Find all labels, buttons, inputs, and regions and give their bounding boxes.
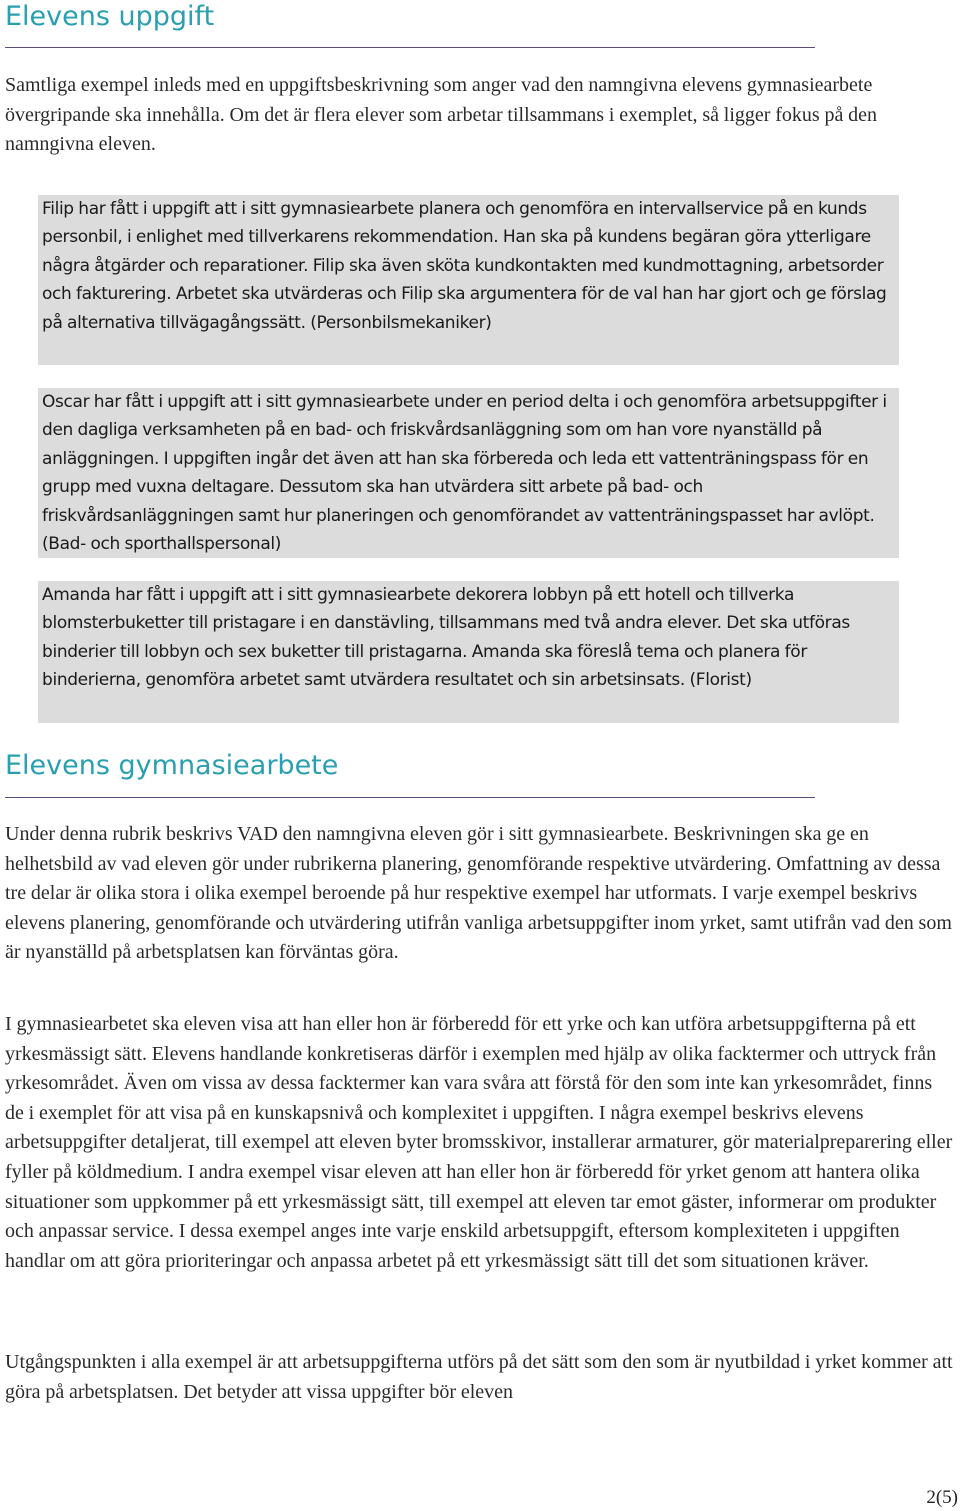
section-heading-elevens-gymnasiearbete: Elevens gymnasiearbete [5,750,339,781]
example-box-amanda: Amanda har fått i uppgift att i sitt gymnasiearbete dekorera lobbyn på ett hotell och tillverka blomsterbuketter till pristagare i en danstävling, tillsammans med två andra elever. Det ska utföras binderier till lobbyn och sex buketter till pristagarna. Amanda ska föreslå tema och planera för binderierna, genomföra arbetet samt utvärdera resultatet och sin arbetsinsats. (Florist) [38,581,899,723]
intro-paragraph: Samtliga exempel inleds med en uppgiftsbeskrivning som anger vad den namngivna elevens gymnasiearbete övergripande ska innehålla. Om det är flera elever som arbetar tillsammans i exemplet, så ligger fokus på den namngivna eleven. [5,74,878,156]
heading-divider [5,797,815,798]
body-paragraph-2: I gymnasiearbetet ska eleven visa att han eller hon är förberedd för ett yrke och kan utföra arbetsuppgifterna på ett yrkesmässigt sätt. Elevens handlande konkretiseras därför i exemplen med hjälp av olika facktermer och uttryck från yrkesområdet. Även om vissa av dessa facktermer kan vara svåra att förstå för den som inte kan yrkesområdet, finns de i exemplet för att visa på en kunskapsnivå och komplexitet i uppgiften. I några exempel beskrivs elevens arbetsuppgifter detaljerat, till exempel att eleven byter bromsskivor, installerar armaturer, gör materialpreparering eller fyller på köldmedium. I andra exempel visar eleven att han eller hon är förberedd för yrket genom att hantera olika situationer som uppkommer på ett yrkesmässigt sätt, till exempel att eleven tar emot gäster, informerar om produkter och anpassar service. I dessa exempel anges inte varje enskild arbetsuppgift, eftersom komplexiteten i uppgiften handlar om att göra prioriteringar och anpassa arbetet på ett yrkesmässigt sätt till det som situationen kräver. [5,1013,953,1272]
heading-divider [5,47,815,48]
example-box-filip: Filip har fått i uppgift att i sitt gymnasiearbete planera och genomföra en intervallservice på en kunds personbil, i enlighet med tillverkarens rekommendation. Han ska på kundens begäran göra ytterligare några åtgärder och reparationer. Filip ska även sköta kundkontakten med kundmottagning, arbetsorder och fakturering. Arbetet ska utvärderas och Filip ska argumentera för de val han har gjort och ge förslag på alternativa tillvägagångssätt. (Personbilsmekaniker) [38,195,899,365]
page-number: 2(5) [926,1487,958,1508]
body-paragraph-3: Utgångspunkten i alla exempel är att arbetsuppgifterna utförs på det sätt som den som är nyutbildad i yrket kommer att göra på arbetsplatsen. Det betyder att vissa uppgifter bör eleven [5,1351,953,1403]
section-heading-elevens-uppgift: Elevens uppgift [5,1,215,32]
example-box-oscar: Oscar har fått i uppgift att i sitt gymnasiearbete under en period delta i och genomföra arbetsuppgifter i den dagliga verksamheten på en bad- och friskvårdsanläggning som om han vore nyanställd på anläggningen. I uppgiften ingår det även att han ska förbereda och leda ett vattenträningspass för en grupp med vuxna deltagare. Dessutom ska han utvärdera sitt arbete på bad- och friskvårdsanläggningen samt hur planeringen och genomförandet av vattenträningspasset har avlöpt. (Bad- och sporthallspersonal) [38,388,899,558]
body-paragraph-1: Under denna rubrik beskrivs VAD den namngivna eleven gör i sitt gymnasiearbete. Beskrivningen ska ge en helhetsbild av vad eleven gör under rubrikerna planering, genomförande respektive utvärdering. Omfattning av dessa tre delar är olika stora i olika exempel beroende på hur respektive exempel har utformats. I varje exempel beskrivs elevens planering, genomförande och utvärdering utifrån vanliga arbetsuppgifter inom yrket, samt utifrån vad den som är nyanställd på arbetsplatsen kan förväntas göra. [5,823,952,964]
